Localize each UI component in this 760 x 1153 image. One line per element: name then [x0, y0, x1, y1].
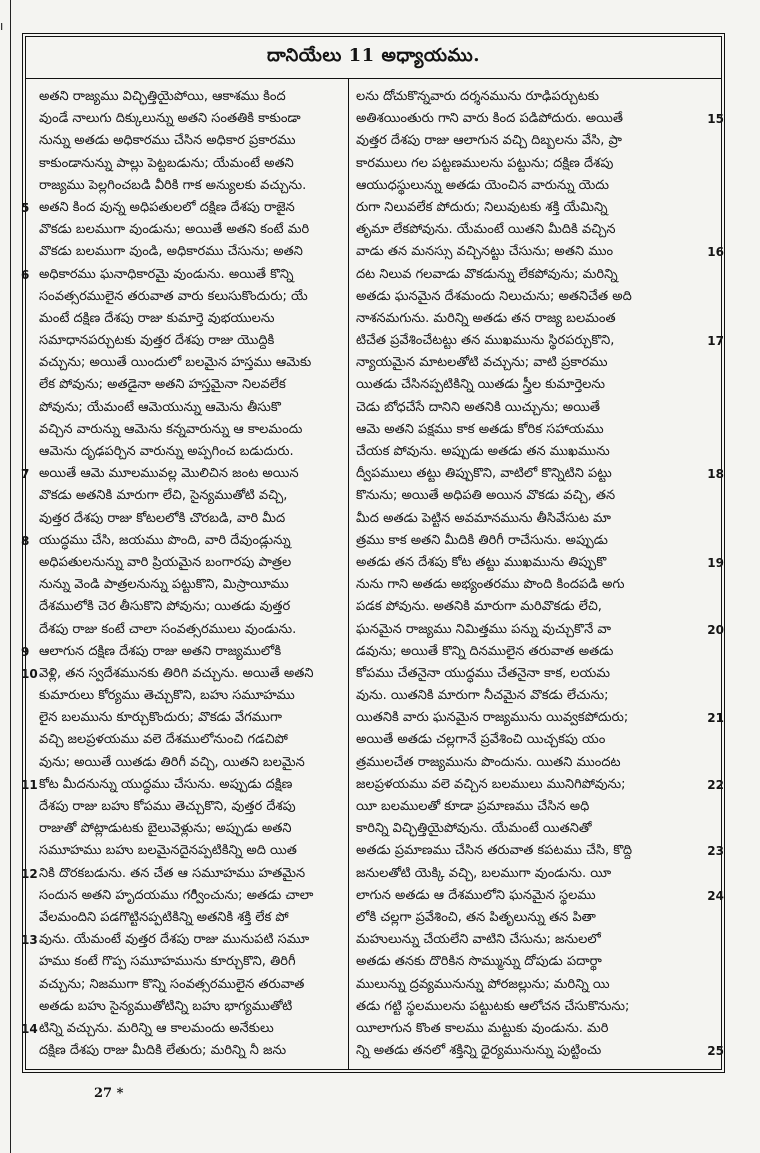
line-text: పోవును; యేమంటే ఆమెయున్ను ఆమెను తీసుకొ	[39, 399, 281, 415]
text-line	[33, 974, 345, 996]
line-text: వును. యేమంటే వుత్తర దేశపు రాజు మునుపటి సమూ	[39, 932, 310, 948]
line-text: మీద అతడు పెట్టిన అవమానమును తీసివేసుట మా	[356, 510, 611, 526]
line-text: వుండే నాలుగు దిక్కులున్ను అతని సంతతికి కాకుండా	[39, 111, 301, 127]
verse-number: 6	[21, 267, 30, 282]
line-text: డవును; అయితే కొన్ని దినములైన తరువాత అతడు	[356, 643, 614, 659]
line-text: వొకడు అతనికి మారుగా లేచి, సైన్యముతోటి వచ్చి,	[39, 488, 288, 504]
chapter-title: దానియేలు 11 అధ్యాయము.	[266, 45, 481, 66]
text-line	[33, 485, 345, 507]
text-line	[21, 641, 345, 663]
verse-number: 16	[707, 245, 724, 260]
verse-number: 10	[21, 666, 38, 681]
line-text: లైన బలమును కూర్చుకొందురు; వొకడు వేగముగా	[39, 710, 282, 726]
line-text: న్ని అతడు తనలో శక్తిన్ని ధైర్యమునున్ను పుట్టించు	[356, 1043, 602, 1059]
line-text: అతిశయింతురు గాని వారు కింద పడిపోదురు. అయితే	[356, 111, 623, 127]
text-line	[33, 286, 345, 308]
line-text: న్యాయమైన మాటలతోటి వచ్చును; వాటి ప్రకారము	[356, 355, 608, 371]
text-line	[356, 818, 694, 840]
text-line	[33, 219, 345, 241]
verse-number: 14	[21, 1021, 38, 1036]
verse-number: 15	[707, 112, 724, 127]
chapter-header	[26, 37, 721, 79]
line-text: దేశపు రాజు బహు కోపము తెచ్చుకొని, వుత్తర దేశపు	[39, 799, 296, 814]
text-line	[33, 752, 345, 774]
text-line	[356, 153, 694, 175]
line-text: ఆమె అతని పక్షము కాక అతడు కోరిక సహాయము	[356, 421, 604, 437]
text-line	[356, 907, 694, 929]
text-line	[33, 619, 345, 641]
verse-number: 12	[21, 866, 38, 881]
line-text: యితడు చేసినప్పటికిన్ని యితడు స్త్రీల కుమార్తెలను	[356, 377, 605, 393]
text-line	[33, 508, 345, 530]
line-text: కారములు గల పట్టణములను పట్టును; దక్షిణ దేశపు	[356, 155, 614, 171]
text-line	[356, 241, 724, 263]
text-line	[356, 330, 724, 352]
line-text: వాడు తన మనస్సు వచ్చినట్టు చేసును; అతని ముం	[356, 244, 614, 260]
text-line	[356, 352, 694, 374]
text-line	[356, 552, 724, 574]
text-line	[21, 264, 345, 286]
text-line	[33, 86, 345, 108]
text-line	[356, 774, 724, 796]
line-text: చేయక పోవును. అప్పుడు అతడు తన ముఖమును	[356, 444, 610, 459]
line-text: దేశపు రాజు కంటే చాలా సంవత్సరములు వుండును.	[39, 621, 297, 637]
text-line	[356, 197, 694, 219]
line-text: యుద్ధము చేసి, జయము పొంది, వారి దేవుండ్లున్ను	[39, 532, 291, 548]
text-line	[356, 574, 694, 596]
text-line	[356, 707, 724, 729]
line-text: వేలమందిని పడగొట్టినప్పటికిన్ని అతనికి శక్తి లేక పో	[39, 909, 289, 925]
verse-number: 20	[707, 622, 724, 637]
line-text: వుత్తర దేశపు రాజు కోటలలోకి చొరబడి, వారి మీద	[39, 510, 286, 526]
line-text: అయితే అతడు చల్లగానే ప్రవేశించి యిచ్చకపు యం	[356, 732, 606, 748]
line-text: అతడు తన దేశపు కోట తట్టు ముఖమును తిప్పుకొ	[356, 554, 607, 570]
text-line	[21, 863, 345, 885]
text-line	[356, 530, 694, 552]
text-line	[33, 308, 345, 330]
line-text: లను దోచుకొన్నవారు దర్శనమును రూఢిపర్చుటకు	[356, 89, 600, 104]
text-line	[33, 374, 345, 396]
left-column	[21, 86, 345, 1062]
line-text: ద్వీపములు తట్టు తిప్పుకొని, వాటిలో కొన్నిటిని పట్టు	[356, 466, 612, 482]
text-line	[21, 197, 345, 219]
text-line	[356, 264, 694, 286]
text-line	[21, 774, 345, 796]
text-line	[33, 419, 345, 441]
text-line	[21, 929, 345, 951]
line-text: ఆలాగున దక్షిణ దేశపు రాజు అతని రాజ్యములోకి	[39, 643, 282, 659]
verse-number: 7	[21, 467, 30, 482]
line-text: సందున అతని హృదయము గర్విించును; అతడు చాలా	[39, 887, 314, 903]
line-text: కుమారులు కోర్యము తెచ్చుకొని, బహు సమూహము	[39, 688, 295, 704]
verse-number: 23	[707, 844, 724, 859]
line-text: అధిపతులనున్ను వారి ప్రియమైన బంగారపు పాత్రల	[39, 554, 292, 570]
line-text: వెళ్లి, తన స్వదేశమునకు తిరిగి వచ్చును. అయితే అతని	[39, 665, 314, 681]
line-text: నున్ను వెండి పాత్రలనున్ను పట్టుకొని, మిస్రాయీము	[39, 577, 289, 593]
text-line	[33, 596, 345, 618]
text-line	[33, 1040, 345, 1062]
line-text: టిన్ని వచ్చును. మరిన్ని ఆ కాలమందు అనేకులు	[39, 1020, 274, 1036]
line-text: యీ బలములతో కూడా ప్రమాణము చేసిన అధి	[356, 799, 590, 814]
text-line	[21, 530, 345, 552]
verse-number: 21	[707, 711, 724, 726]
line-text: తడు గట్టి స్థలములను పట్టుటకు ఆలోచన చేసుకొనును;	[356, 998, 630, 1014]
text-line	[356, 419, 694, 441]
line-text: జనులతోటి యెక్కి వచ్చి, బలముగా వుండును. యీ	[356, 865, 612, 881]
text-line	[356, 175, 694, 197]
text-line	[356, 508, 694, 530]
text-line	[33, 441, 345, 463]
text-line	[356, 619, 724, 641]
right-column	[356, 86, 724, 1062]
signature-mark: 27 *	[94, 1086, 124, 1101]
verse-number: 13	[21, 933, 38, 948]
line-text: వొకడు బలముగా వుండి, అధికారము చేసును; అతని	[39, 244, 303, 260]
text-line	[356, 441, 694, 463]
line-text: వచ్చి జలప్రళయము వలె దేశములోనుంచి గడచిపో	[39, 732, 288, 748]
line-text: అతడు ప్రమాణము చేసిన తరువాత కపటము చేసి, కొద్ది	[356, 843, 633, 859]
text-line	[356, 729, 694, 751]
text-line	[356, 996, 694, 1018]
line-text: అతని కింద వున్న అధిపతులలో దక్షిణ దేశపు రాజైన	[39, 199, 295, 215]
text-line	[33, 840, 345, 862]
line-text: అతడు బహు సైన్యముతోటిన్ని బహు భాగ్యముతోటి	[39, 998, 293, 1014]
verse-number: 9	[21, 644, 30, 659]
text-line	[356, 929, 694, 951]
text-line	[356, 463, 724, 485]
text-line	[356, 863, 694, 885]
line-text: కోట మీదనున్ను యుద్ధము చేసును. అప్పుడు దక్షిణ	[39, 776, 293, 792]
verse-number: 22	[707, 777, 724, 792]
line-text: సమూహము బహు బలమైనదైనప్పటికిన్ని అది యిత	[39, 843, 297, 859]
verse-number: 11	[21, 777, 38, 792]
line-text: అతడు ఘనమైన దేశమందు నిలుచును; అతనిచేత అది	[356, 288, 632, 304]
verse-number: 18	[707, 467, 724, 482]
line-text: సమాధానపర్చుటకు వుత్తర దేశపు రాజు యొద్దికి	[39, 333, 275, 349]
line-text: అతని రాజ్యము విచ్ఛిత్తియైపోయి, ఆకాశము కింద	[39, 89, 286, 104]
text-line	[33, 130, 345, 152]
verse-number: 5	[21, 200, 30, 215]
verse-number: 25	[707, 1044, 724, 1059]
text-line	[33, 352, 345, 374]
line-text: కాకుండానున్ను పాల్లు పెట్టబడును; యేమంటే అతని	[39, 155, 294, 171]
line-text: యితనికి వారు ఘనమైన రాజ్యమును యివ్వకపోదురు;	[356, 710, 629, 726]
text-line	[33, 707, 345, 729]
text-line	[356, 308, 694, 330]
verse-number: 17	[707, 334, 724, 349]
text-line	[33, 951, 345, 973]
line-text: వచ్చును; అయితే యిందులో బలమైన హస్తము ఆమెకు	[39, 355, 312, 371]
line-text: వొకడు బలముగా వుండును; అయితే అతని కంటే మరి	[39, 222, 310, 238]
text-line	[33, 241, 345, 263]
line-text: కోపము చేతనైనా యుద్ధము చేతనైనా కాక, లయమ	[356, 665, 611, 681]
line-text: నున్ను అతడు అధికారము చేసిన అధికార ప్రకారము	[39, 133, 296, 149]
text-line	[356, 286, 694, 308]
line-text: త్రము కాక అతని మీదికి తిరిగీ రాచేసును. అప్పుడు	[356, 532, 608, 548]
line-text: అధికారము ఘనాధికారమై వుండును. అయితే కొన్ని	[39, 266, 294, 282]
line-text: మంటే దక్షిణ దేశపు రాజు కుమార్తె వుభయులను	[39, 310, 275, 326]
line-text: ఆమెను దృఢపర్చిన వారున్ను అప్పగించ బడుదురు.	[39, 444, 294, 459]
text-line	[21, 1018, 345, 1040]
verse-number: 24	[707, 888, 724, 903]
text-line	[33, 996, 345, 1018]
text-line	[356, 951, 694, 973]
line-text: నికి దొరకబడును. తన చేత ఆ సమూహము హతమైన	[39, 865, 306, 881]
verse-number: 8	[21, 533, 30, 548]
line-text: వును. యితనికి మారుగా నీచమైన వొకడు లేచును;	[356, 688, 609, 704]
left-margin-rule	[10, 0, 11, 1153]
line-text: రుగా నిలువలేక పోదురు; నిలువుటకు శక్తి యేమిన్ని	[356, 199, 608, 215]
line-text: వచ్చును; నిజముగా కొన్ని సంవత్సరములైన తరువాత	[39, 976, 305, 992]
line-text: జలప్రళయము వలె వచ్చిన బలములు మునిగిపోవును;	[356, 776, 626, 792]
line-text: వచ్చిన వారున్ను ఆమెను కన్నవారున్ను ఆ కాలమందు	[39, 421, 303, 437]
line-text: కొనును; అయితే అధిపతి అయిన వొకడు వచ్చి, తన	[356, 488, 616, 504]
line-text: అయితే ఆమె మూలమువల్ల మొలిచిన జంట అయిన	[39, 466, 299, 482]
line-text: లోకి చల్లగా ప్రవేశించి, తన పితృలున్ను తన పితా	[356, 909, 596, 925]
text-line	[356, 641, 694, 663]
line-text: లాగున అతడు ఆ దేశములోని ఘనమైన స్థలము	[356, 887, 596, 903]
text-line	[356, 130, 694, 152]
text-line	[356, 485, 694, 507]
line-text: ఆయుధస్థులున్ను అతడు యెంచిన వారున్ను యెదు	[356, 177, 609, 193]
text-line	[356, 796, 694, 818]
line-text: హము కంటే గొప్ప సమూహమును కూర్చుకొని, తిరిగీ	[39, 954, 296, 970]
line-text: సంవత్సరములైన తరువాత వారు కలుసుకొందురు; యే	[39, 288, 308, 304]
text-line	[33, 108, 345, 130]
text-line	[33, 685, 345, 707]
line-text: అతడు తనకు దొరికిన సొమ్మున్ను దోపుడు పదార్థా	[356, 954, 602, 970]
text-line	[356, 1018, 694, 1040]
text-line	[33, 175, 345, 197]
line-text: ములున్ను ద్రవ్యమునున్ను పోరజల్లును; మరిన్ని యి	[356, 976, 610, 992]
line-text: కారిన్ని విచ్ఛిత్తియైపోవును. యేమంటే యితనితో	[356, 821, 592, 837]
text-line	[356, 86, 694, 108]
text-line	[356, 1040, 724, 1062]
text-line	[356, 374, 694, 396]
column-divider	[348, 79, 349, 1069]
text-line	[356, 885, 724, 907]
line-text: త్రములచేత రాజ్యమును పొందును. యితని ముందట	[356, 754, 621, 770]
text-line	[356, 974, 694, 996]
text-line	[356, 108, 724, 130]
verse-number: 19	[707, 555, 724, 570]
line-text: దట నిలువ గలవాడు వొకడున్ను లేకపోవును; మరిన్ని	[356, 266, 618, 282]
text-line	[356, 752, 694, 774]
line-text: చెడు బోధచేసే దానిని అతనికి యిచ్చును; అయితే	[356, 399, 601, 415]
text-line	[356, 685, 694, 707]
line-text: యీలాగున కొంత కాలము మట్టుకు వుండును. మరి	[356, 1020, 609, 1036]
text-line	[356, 397, 694, 419]
text-line	[356, 219, 694, 241]
text-line	[21, 463, 345, 485]
text-line	[33, 729, 345, 751]
line-text: వుత్తర దేశపు రాజు ఆలాగున వచ్చి దిబ్బలను వేసి, ప్రా	[356, 133, 622, 149]
line-text: దేశములోకి చెర తీసుకొని పోవును; యితడు వుత్తర	[39, 599, 291, 615]
line-text: టిచేత ప్రవేశించేటట్టు తన ముఖమును స్థిరపర్చుకొని,	[356, 333, 615, 349]
margin-mark: ı	[0, 19, 4, 33]
line-text: పడక పోవును. అతనికి మారుగా మరివొకడు లేచి,	[356, 599, 602, 615]
text-line	[356, 840, 724, 862]
line-text: రాజుతో పోట్లాడుటకు బైలువెళ్లును; అప్పుడు అతని	[39, 821, 292, 837]
text-line	[33, 153, 345, 175]
line-text: దక్షిణ దేశపు రాజు మీదికి లేతురు; మరిన్ని నీ జను	[39, 1043, 287, 1059]
line-text: రాజ్యము పెల్లగించబడి వీరికి గాక అన్యులకు వచ్చును.	[39, 177, 307, 193]
text-line	[21, 663, 345, 685]
text-line	[33, 330, 345, 352]
text-line	[33, 574, 345, 596]
line-text: లేక పోవును; అతడైనా అతని హస్తమైనా నిలవలేక	[39, 377, 286, 393]
text-line	[33, 397, 345, 419]
line-text: నాశనమగును. మరిన్ని అతడు తన రాజ్య బలమంత	[356, 310, 616, 326]
text-line	[33, 552, 345, 574]
line-text: వును; అయితే యితడు తిరిగీ వచ్చి, యితని బలమైన	[39, 754, 305, 770]
text-line	[356, 663, 694, 685]
line-text: నును గాని అతడు అభ్యంతరము పొంది కిందపడి అగు	[356, 577, 625, 593]
text-line	[33, 796, 345, 818]
line-text: మహులున్ను చేయలేని వాటిని చేసును; జనులలో	[356, 932, 601, 948]
text-line	[33, 885, 345, 907]
line-text: తృమా లేకపోవును. యేమంటే యితని మీదికి వచ్చిన	[356, 222, 616, 238]
text-line	[33, 907, 345, 929]
line-text: ఘనమైన రాజ్యము నిమిత్తము పన్ను వుచ్చుకొనే వా	[356, 621, 611, 637]
text-line	[356, 596, 694, 618]
text-line	[33, 818, 345, 840]
